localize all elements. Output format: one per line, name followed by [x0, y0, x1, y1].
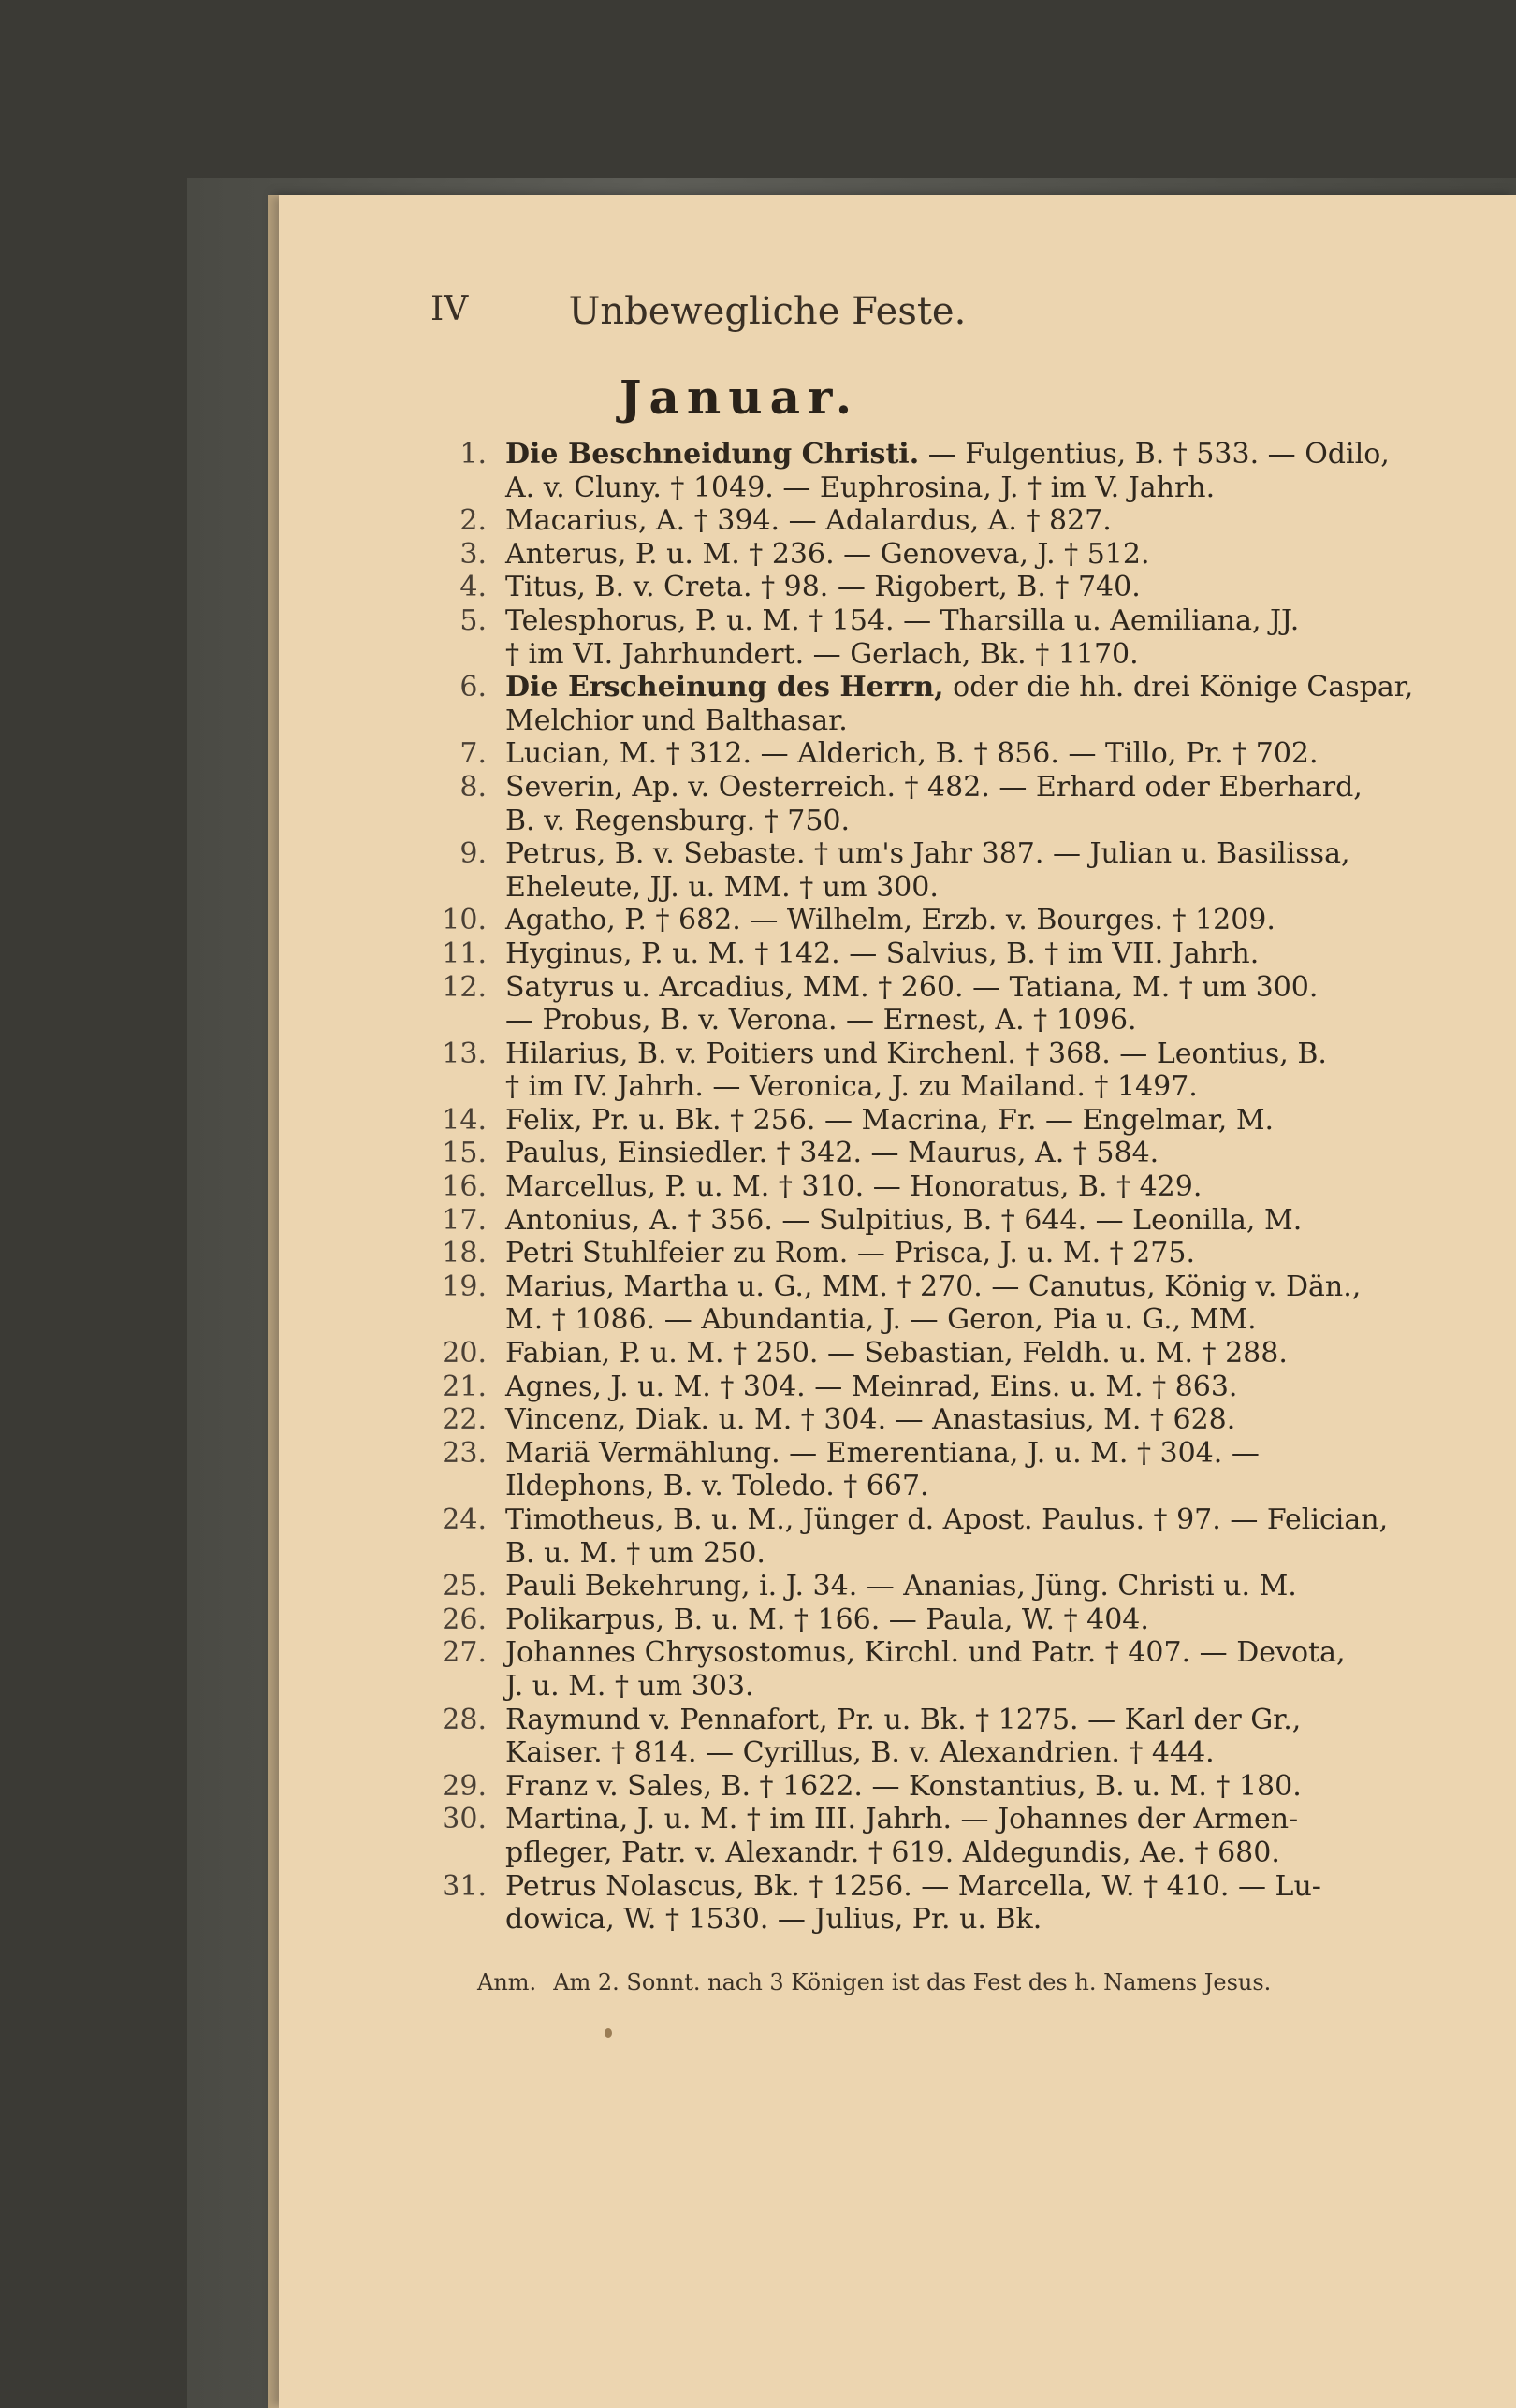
- entry-day-number: 30.: [442, 1803, 487, 1836]
- entry-line: Agnes, J. u. M. † 304. — Meinrad, Eins. u. M. † 863.: [505, 1370, 1238, 1403]
- entry-line: Macarius, A. † 394. — Adalardus, A. † 827.: [505, 504, 1112, 538]
- entry-day-number: 5.: [459, 603, 487, 637]
- entry-line: Antonius, A. † 356. — Sulpitius, B. † 644. — Leonilla, M.: [505, 1203, 1303, 1237]
- entry-line: pfleger, Patr. v. Alexandr. † 619. Aldegundis, Ae. † 680.: [505, 1835, 1280, 1869]
- entry-day-number: 6.: [459, 671, 487, 704]
- entry-line: Petrus, B. v. Sebaste. † um's Jahr 387. — Julian u. Basilissa,: [505, 837, 1350, 871]
- entry-day-number: 14.: [442, 1103, 487, 1137]
- entry-line: Marius, Martha u. G., MM. † 270. — Canutus, König v. Dän.,: [505, 1269, 1362, 1303]
- entry-line: Felix, Pr. u. Bk. † 256. — Macrina, Fr. — Engelmar, M.: [505, 1103, 1275, 1137]
- entry-day-number: 29.: [442, 1769, 487, 1803]
- entry-day-number: 26.: [442, 1603, 487, 1636]
- entry-day-number: 13.: [442, 1037, 487, 1070]
- calendar-entry: [440, 770, 1363, 837]
- footnote-text: Am 2. Sonnt. nach 3 Königen ist das Fest des h. Namens Jesus.: [553, 1969, 1272, 1995]
- entry-line: Petrus Nolascus, Bk. † 1256. — Marcella, W. † 410. — Lu-: [505, 1869, 1321, 1903]
- entry-day-number: 10.: [442, 904, 487, 937]
- month-heading: Januar.: [619, 370, 860, 425]
- entry-day-number: 2.: [459, 504, 487, 538]
- entry-line: Johannes Chrysostomus, Kirchl. und Patr. † 407. — Devota,: [505, 1636, 1346, 1670]
- entry-line: Eheleute, JJ. u. MM. † um 300.: [505, 870, 939, 904]
- calendar-entry: [440, 1570, 1357, 1603]
- calendar-entry: [440, 604, 1357, 671]
- entry-day-number: 31.: [442, 1869, 487, 1903]
- feast-name: Die Erscheinung des Herrn,: [505, 671, 944, 704]
- entry-line: A. v. Cluny. † 1049. — Euphrosina, J. † im V. Jahrh.: [505, 471, 1216, 504]
- entry-line: Titus, B. v. Creta. † 98. — Rigobert, B. † 740.: [505, 571, 1141, 604]
- calendar-entry: [440, 1704, 1357, 1770]
- paper-speck: [605, 2028, 612, 2038]
- calendar-entry: [440, 1170, 1357, 1204]
- entry-line: Telesphorus, P. u. M. † 154. — Tharsilla u. Aemiliana, JJ.: [505, 603, 1300, 637]
- entry-line: Mariä Vermählung. — Emerentiana, J. u. M. † 304. —: [505, 1436, 1260, 1470]
- entry-line: B. v. Regensburg. † 750.: [505, 804, 851, 837]
- entry-line: Franz v. Sales, B. † 1622. — Konstantius, B. u. M. † 180.: [505, 1769, 1302, 1803]
- entry-line: M. † 1086. — Abundantia, J. — Geron, Pia u. G., MM.: [505, 1303, 1257, 1337]
- entry-line: Raymund v. Pennafort, Pr. u. Bk. † 1275. — Karl der Gr.,: [505, 1703, 1302, 1736]
- entry-day-number: 12.: [442, 970, 487, 1004]
- page-header: [430, 290, 1104, 346]
- entry-line: Kaiser. † 814. — Cyrillus, B. v. Alexandrien. † 444.: [505, 1736, 1215, 1770]
- entry-line: † im IV. Jahrh. — Veronica, J. zu Mailand. † 1497.: [505, 1070, 1198, 1104]
- entry-day-number: 17.: [442, 1203, 487, 1237]
- entry-line: Anterus, P. u. M. † 236. — Genoveva, J. † 512.: [505, 537, 1150, 571]
- entry-day-number: 19.: [442, 1269, 487, 1303]
- calendar-entry: [440, 1237, 1357, 1270]
- entry-line: J. u. M. † um 303.: [505, 1669, 754, 1703]
- calendar-entry: [440, 538, 1357, 572]
- entry-line: Severin, Ap. v. Oesterreich. † 482. — Erhard oder Eberhard,: [505, 770, 1363, 804]
- running-title: Unbewegliche Feste.: [568, 290, 967, 333]
- entry-day-number: 25.: [442, 1570, 487, 1603]
- calendar-entry: [440, 1337, 1357, 1371]
- entry-day-number: 11.: [442, 936, 487, 970]
- entry-day-number: 1.: [459, 438, 487, 471]
- entry-day-number: 22.: [442, 1403, 487, 1437]
- calendar-entry: [440, 1403, 1357, 1437]
- entry-line: Hilarius, B. v. Poitiers und Kirchenl. † 368. — Leontius, B.: [505, 1037, 1327, 1070]
- calendar-entry: [440, 504, 1357, 538]
- calendar-entry: [440, 1803, 1357, 1869]
- entry-day-number: 23.: [442, 1436, 487, 1470]
- calendar-entry: [440, 1770, 1357, 1804]
- entry-line: [505, 671, 1414, 704]
- entry-line: Fabian, P. u. M. † 250. — Sebastian, Feldh. u. M. † 288.: [505, 1337, 1288, 1371]
- entry-line: † im VI. Jahrhundert. — Gerlach, Bk. † 1170.: [505, 637, 1139, 671]
- entry-line: Paulus, Einsiedler. † 342. — Maurus, A. † 584.: [505, 1137, 1159, 1170]
- footnote: [477, 1969, 1271, 1995]
- entry-line: Petri Stuhlfeier zu Rom. — Prisca, J. u. M. † 275.: [505, 1237, 1195, 1270]
- calendar-entry: [440, 671, 1414, 737]
- calendar-entry: [440, 937, 1357, 971]
- entry-day-number: 9.: [459, 837, 487, 871]
- entry-line: Pauli Bekehrung, i. J. 34. — Ananias, Jüng. Christi u. M.: [505, 1570, 1297, 1603]
- entry-day-number: 8.: [459, 770, 487, 804]
- entry-line: B. u. M. † um 250.: [505, 1536, 765, 1570]
- entry-day-number: 3.: [459, 537, 487, 571]
- entry-day-number: 21.: [442, 1370, 487, 1403]
- entry-line: Agatho, P. † 682. — Wilhelm, Erzb. v. Bourges. † 1209.: [505, 904, 1275, 937]
- entry-day-number: 16.: [442, 1170, 487, 1204]
- calendar-entry: [440, 1503, 1389, 1570]
- entry-line: — Probus, B. v. Verona. — Ernest, A. † 1096.: [505, 1004, 1137, 1037]
- calendar-entry: [440, 1037, 1357, 1104]
- calendar-entry: [440, 1204, 1357, 1238]
- calendar-entry: [440, 737, 1357, 771]
- calendar-entry: [440, 971, 1357, 1037]
- entry-day-number: 24.: [442, 1503, 487, 1536]
- calendar-entry: [440, 1437, 1357, 1503]
- entry-line: dowica, W. † 1530. — Julius, Pr. u. Bk.: [505, 1903, 1042, 1937]
- entry-line: [505, 438, 1390, 471]
- entry-day-number: 7.: [459, 737, 487, 771]
- calendar-entry: [440, 1137, 1357, 1170]
- entry-day-number: 4.: [459, 571, 487, 604]
- entry-line: Timotheus, B. u. M., Jünger d. Apost. Paulus. † 97. — Felician,: [505, 1503, 1389, 1536]
- calendar-entry: [440, 1269, 1362, 1337]
- entry-line: Lucian, M. † 312. — Alderich, B. † 856. — Tillo, Pr. † 702.: [505, 737, 1319, 771]
- calendar-entry: [440, 904, 1357, 937]
- entry-line-text: — Fulgentius, B. † 533. — Odilo,: [927, 438, 1390, 471]
- entry-line: Ildephons, B. v. Toledo. † 667.: [505, 1470, 929, 1503]
- calendar-entry: [440, 1104, 1357, 1138]
- entry-day-number: 20.: [442, 1337, 487, 1371]
- entry-line: Marcellus, P. u. M. † 310. — Honoratus, B. † 429.: [505, 1170, 1203, 1204]
- calendar-entry: [440, 571, 1357, 604]
- entry-line: Martina, J. u. M. † im III. Jahrh. — Johannes der Armen-: [505, 1803, 1299, 1836]
- entry-day-number: 28.: [442, 1703, 487, 1736]
- calendar-entry-list: [440, 438, 1414, 1937]
- entry-line: Melchior und Balthasar.: [505, 704, 848, 737]
- calendar-entry: [440, 837, 1357, 904]
- entry-line: Polikarpus, B. u. M. † 166. — Paula, W. † 404.: [505, 1603, 1149, 1636]
- feast-name: Die Beschneidung Christi.: [505, 438, 920, 471]
- page-number: IV: [430, 290, 469, 328]
- calendar-entry: [440, 1870, 1357, 1937]
- calendar-entry: [440, 438, 1390, 504]
- entry-day-number: 27.: [442, 1636, 487, 1670]
- calendar-entry: [440, 1371, 1357, 1404]
- entry-line: Satyrus u. Arcadius, MM. † 260. — Tatiana, M. † um 300.: [505, 970, 1319, 1004]
- footnote-label: Anm.: [477, 1969, 537, 1995]
- entry-day-number: 18.: [442, 1237, 487, 1270]
- entry-line: Vincenz, Diak. u. M. † 304. — Anastasius, M. † 628.: [505, 1403, 1236, 1437]
- entry-day-number: 15.: [442, 1137, 487, 1170]
- calendar-entry: [440, 1603, 1357, 1637]
- calendar-entry: [440, 1636, 1357, 1703]
- entry-line: Hyginus, P. u. M. † 142. — Salvius, B. † im VII. Jahrh.: [505, 936, 1260, 970]
- entry-line-text: oder die hh. drei Könige Caspar,: [953, 671, 1414, 704]
